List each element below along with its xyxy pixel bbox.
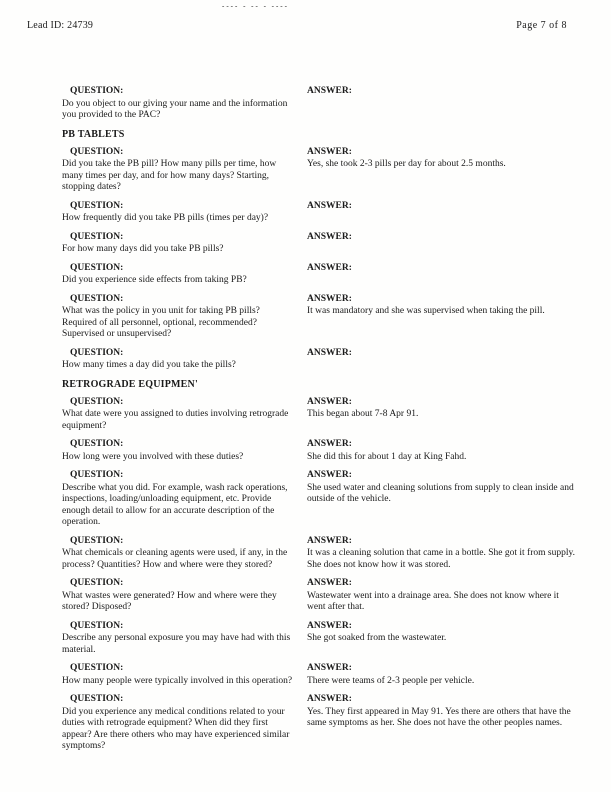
answer-label: ANSWER: <box>307 535 352 546</box>
question-column <box>62 439 307 463</box>
answer-text: Wastewater went into a drainage area. She does not know where it went after that. <box>307 590 559 612</box>
question-column <box>62 263 307 287</box>
answer-label: ANSWER: <box>307 470 352 480</box>
question-text: What wastes were generated? How and where were they stored? Disposed? <box>62 590 277 612</box>
answer-label: ANSWER: <box>307 231 352 242</box>
answer-column <box>307 439 575 463</box>
question-label: QUESTION: <box>70 231 124 242</box>
question-column <box>62 348 307 372</box>
question-column <box>62 232 307 256</box>
question-label: QUESTION: <box>70 439 124 449</box>
question-label: QUESTION: <box>70 146 124 157</box>
question-text: How frequently did you take PB pills (times per day)? <box>62 213 269 223</box>
answer-label: ANSWER: <box>307 694 352 704</box>
qa-row <box>62 578 575 614</box>
question-column <box>62 294 307 341</box>
answer-text: There were teams of 2-3 people per vehicle. <box>307 675 475 686</box>
question-label: QUESTION: <box>70 694 124 704</box>
page-number-label: Page 7 of 8 <box>516 20 567 31</box>
question-column <box>62 694 307 753</box>
answer-column <box>307 536 575 572</box>
answer-column <box>307 147 575 194</box>
qa-row <box>62 470 575 529</box>
section-heading: PB TABLETS <box>62 128 125 140</box>
question-label: QUESTION: <box>70 347 124 358</box>
answer-column <box>307 470 575 529</box>
question-label: QUESTION: <box>70 535 124 546</box>
question-text: What was the policy in you unit for taking PB pills? Required of all personnel, optional, recommended? Supervised or unsupervised? <box>62 306 260 339</box>
question-text: Do you object to our giving your name and the information you provided to the PAC? <box>62 98 288 120</box>
question-text: What date were you assigned to duties involving retrograde equipment? <box>62 409 289 431</box>
answer-label: ANSWER: <box>307 146 352 157</box>
qa-row <box>62 294 575 341</box>
answer-text: It was a cleaning solution that came in a bottle. She got it from supply. She does not know how it was stored. <box>307 548 575 570</box>
answer-column <box>307 232 575 256</box>
question-column <box>62 470 307 529</box>
answer-column <box>307 397 575 433</box>
answer-label: ANSWER: <box>307 86 352 96</box>
answer-label: ANSWER: <box>307 663 352 673</box>
question-label: QUESTION: <box>70 663 124 673</box>
answer-label: ANSWER: <box>307 293 352 304</box>
answer-text: She got soaked from the wastewater. <box>307 633 447 643</box>
question-column <box>62 147 307 194</box>
answer-text: She did this for about 1 day at King Fahd. <box>307 451 467 462</box>
answer-column <box>307 201 575 225</box>
question-label: QUESTION: <box>70 620 124 631</box>
answer-column <box>307 263 575 287</box>
question-label: QUESTION: <box>70 470 124 480</box>
answer-text: This began about 7-8 Apr 91. <box>307 409 419 419</box>
answer-text: Yes, she took 2-3 pills per day for about 2.5 months. <box>307 159 506 169</box>
question-label: QUESTION: <box>70 396 124 407</box>
answer-column <box>307 348 575 372</box>
answer-text: Yes. They first appeared in May 91. Yes there are others that have the same symptoms as her. She does not have the other peoples names. <box>307 706 571 728</box>
question-text: How many people were typically involved in this operation? <box>62 675 293 686</box>
question-column <box>62 86 307 122</box>
answer-label: ANSWER: <box>307 347 352 358</box>
answer-column <box>307 86 575 122</box>
answer-column <box>307 663 575 687</box>
page-header <box>27 20 581 31</box>
question-text: Describe what you did. For example, wash rack operations, inspections, loading/unloading equipment, etc. Provide enough detail to allow for an accurate description of the operation. <box>62 482 288 527</box>
answer-label: ANSWER: <box>307 620 352 631</box>
lead-id-label: Lead ID: 24739 <box>27 20 94 31</box>
qa-row <box>62 439 575 463</box>
question-label: QUESTION: <box>70 262 124 273</box>
qa-row <box>62 263 575 287</box>
answer-column <box>307 694 575 753</box>
answer-label: ANSWER: <box>307 439 352 449</box>
qa-row <box>62 621 575 657</box>
question-label: QUESTION: <box>70 200 124 211</box>
answer-label: ANSWER: <box>307 262 352 273</box>
answer-label: ANSWER: <box>307 200 352 211</box>
qa-list <box>62 86 575 760</box>
question-text: Did you experience side effects from taking PB? <box>62 275 247 285</box>
question-label: QUESTION: <box>70 578 124 588</box>
question-column <box>62 578 307 614</box>
qa-row <box>62 232 575 256</box>
question-text: For how many days did you take PB pills? <box>62 244 224 254</box>
qa-row <box>62 348 575 372</box>
question-column <box>62 397 307 433</box>
question-text: Describe any personal exposure you may have had with this material. <box>62 633 291 655</box>
question-text: How long were you involved with these duties? <box>62 451 244 462</box>
question-column <box>62 621 307 657</box>
section-heading: RETROGRADE EQUIPMEN' <box>62 378 198 390</box>
question-text: What chemicals or cleaning agents were used, if any, in the process? Quantities? How and where were they stored? <box>62 548 288 570</box>
qa-row <box>62 536 575 572</box>
answer-label: ANSWER: <box>307 578 352 588</box>
answer-text: It was mandatory and she was supervised when taking the pill. <box>307 306 545 316</box>
question-text: Did you experience any medical conditions related to your duties with retrograde equipment? When did they first appear? Are there others who may have experienced similar symptoms? <box>62 706 290 751</box>
question-column <box>62 663 307 687</box>
question-column <box>62 201 307 225</box>
question-column <box>62 536 307 572</box>
question-text: Did you take the PB pill? How many pills per time, how many times per day, and for how many days? Starting, stopping dates? <box>62 159 277 192</box>
qa-row <box>62 397 575 433</box>
answer-column <box>307 294 575 341</box>
qa-row <box>62 694 575 753</box>
qa-row <box>62 147 575 194</box>
qa-row <box>62 663 575 687</box>
question-label: QUESTION: <box>70 86 124 96</box>
answer-column <box>307 621 575 657</box>
qa-row <box>62 86 575 122</box>
answer-column <box>307 578 575 614</box>
scan-artifact-marks: ---- - -- - ---- <box>222 2 289 10</box>
answer-label: ANSWER: <box>307 396 352 407</box>
answer-text: She used water and cleaning solutions from supply to clean inside and outside of the vehicle. <box>307 482 574 504</box>
qa-row <box>62 201 575 225</box>
question-label: QUESTION: <box>70 293 124 304</box>
question-text: How many times a day did you take the pills? <box>62 360 236 370</box>
